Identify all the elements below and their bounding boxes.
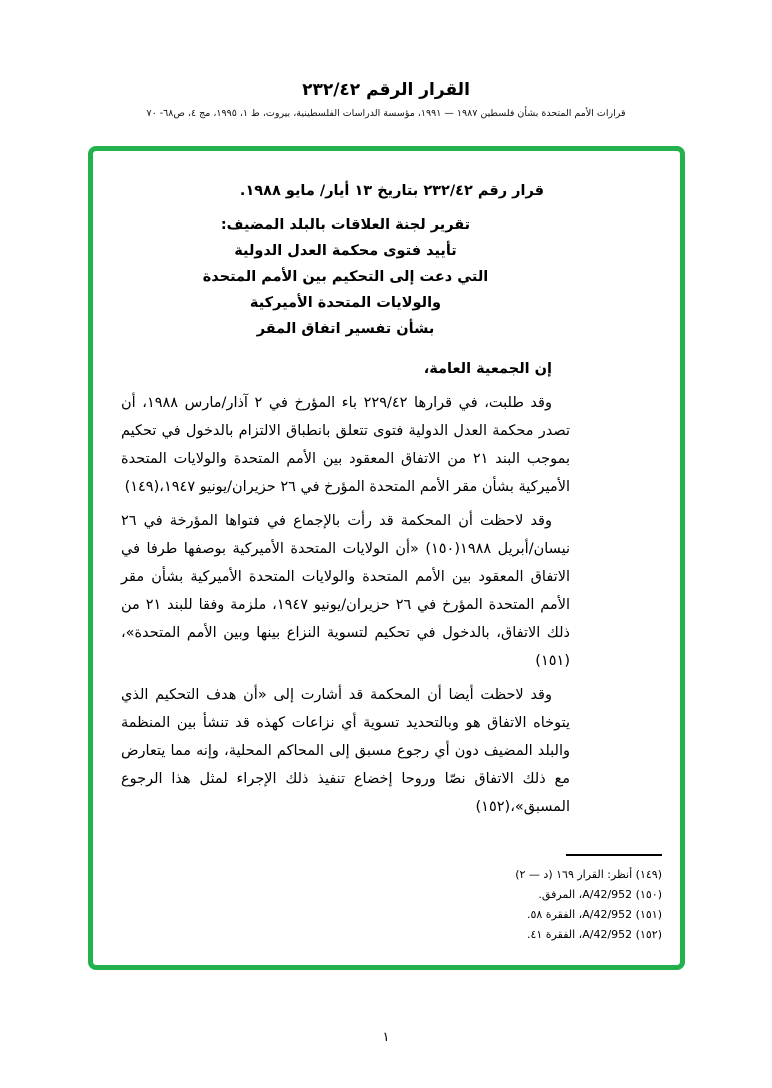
preamble-paragraph-2: وقد لاحظت أن المحكمة قد رأت بالإجماع في فتواها المؤرخة في ٢٦ نيسان/أبريل ١٩٨٨(١٥٠) «أن الولايات المتحدة الأميركية بوصفها طرفا في الاتفاق المعقود بين الأمم المتحدة والولايات المتحدة الأميركية بشأن مقر الأمم المتحدة المؤرخ في ٢٦ حزيران/يونيو ١٩٤٧، ملزمة وفقا للبند ٢١ من ذلك الاتفاق، بالدخول في تحكيم لتسوية النزاع بينها وبين الأمم المتحدة»،(١٥١) xyxy=(121,513,570,669)
document-header xyxy=(0,80,772,119)
heading-line-1: تقرير لجنة العلاقات بالبلد المضيف: xyxy=(220,217,471,233)
footnote-151: (١٥١) A/42/952، الفقرة ٥٨. xyxy=(526,908,662,921)
preamble-paragraph-1: وقد طلبت، في قرارها ٢٢٩/٤٢ باء المؤرخ في ٢ آذار/مارس ١٩٨٨، أن تصدر محكمة العدل الدولية فتوى تتعلق بانطباق الالتزام بالدخول في تحكيم بموجب البند ٢١ من الاتفاق المعقود بين الأمم المتحدة والولايات المتحدة الأميركية بشأن مقر الأمم المتحدة المؤرخ في ٢٦ حزيران/يونيو ١٩٤٧،(١٤٩) xyxy=(121,395,570,495)
footnote-149: (١٤٩) أنظر: القرار ١٦٩ (د — ٢) xyxy=(515,868,662,881)
page-title: القرار الرقم ٢٣٢/٤٢ xyxy=(302,80,470,100)
footnote-150: (١٥٠) A/42/952، المرفق. xyxy=(538,888,662,901)
footnote-divider xyxy=(566,854,662,856)
document-body xyxy=(93,151,680,965)
document-frame xyxy=(88,146,685,970)
footnotes-section xyxy=(127,854,662,945)
heading-line-5: بشأن تفسير اتفاق المقر xyxy=(256,321,435,337)
preamble-opening: إن الجمعية العامة، xyxy=(423,361,552,377)
source-citation: قرارات الأمم المتحدة بشأن فلسطين ١٩٨٧ — ١٩٩١، مؤسسة الدراسات الفلسطينية، بيروت، ط ١، ١٩٩٥، مج ٤، ص٦٨- ٧٠ xyxy=(146,108,626,119)
preamble-paragraph-3: وقد لاحظت أيضا أن المحكمة قد أشارت إلى «أن هدف التحكيم الذي يتوخاه الاتفاق هو وبالتحديد تسوية أي نزاعات كهذه قد تنشأ بين المنظمة والبلد المضيف دون أي رجوع مسبق إلى المحاكم المحلية، وإنه مما يتعارض مع ذلك الاتفاق نصّا وروحا إخضاع تنفيذ ذلك الإجراء لمثل هذا الرجوع المسبق»،(١٥٢) xyxy=(121,687,570,815)
heading-line-2: تأييد فتوى محكمة العدل الدولية xyxy=(234,243,457,259)
resolution-date-line: قرار رقم ٢٣٢/٤٢ بتاريخ ١٣ أيار/ مايو ١٩٨٨. xyxy=(239,183,544,199)
heading-line-4: والولايات المتحدة الأميركية xyxy=(249,295,442,311)
footnote-152: (١٥٢) A/42/952، الفقرة ٤١. xyxy=(526,928,662,941)
main-text-column xyxy=(121,183,570,821)
page-number: ١ xyxy=(382,1030,390,1045)
heading-line-3: التي دعت إلى التحكيم بين الأمم المتحدة xyxy=(202,269,489,285)
resolution-heading xyxy=(121,212,570,342)
